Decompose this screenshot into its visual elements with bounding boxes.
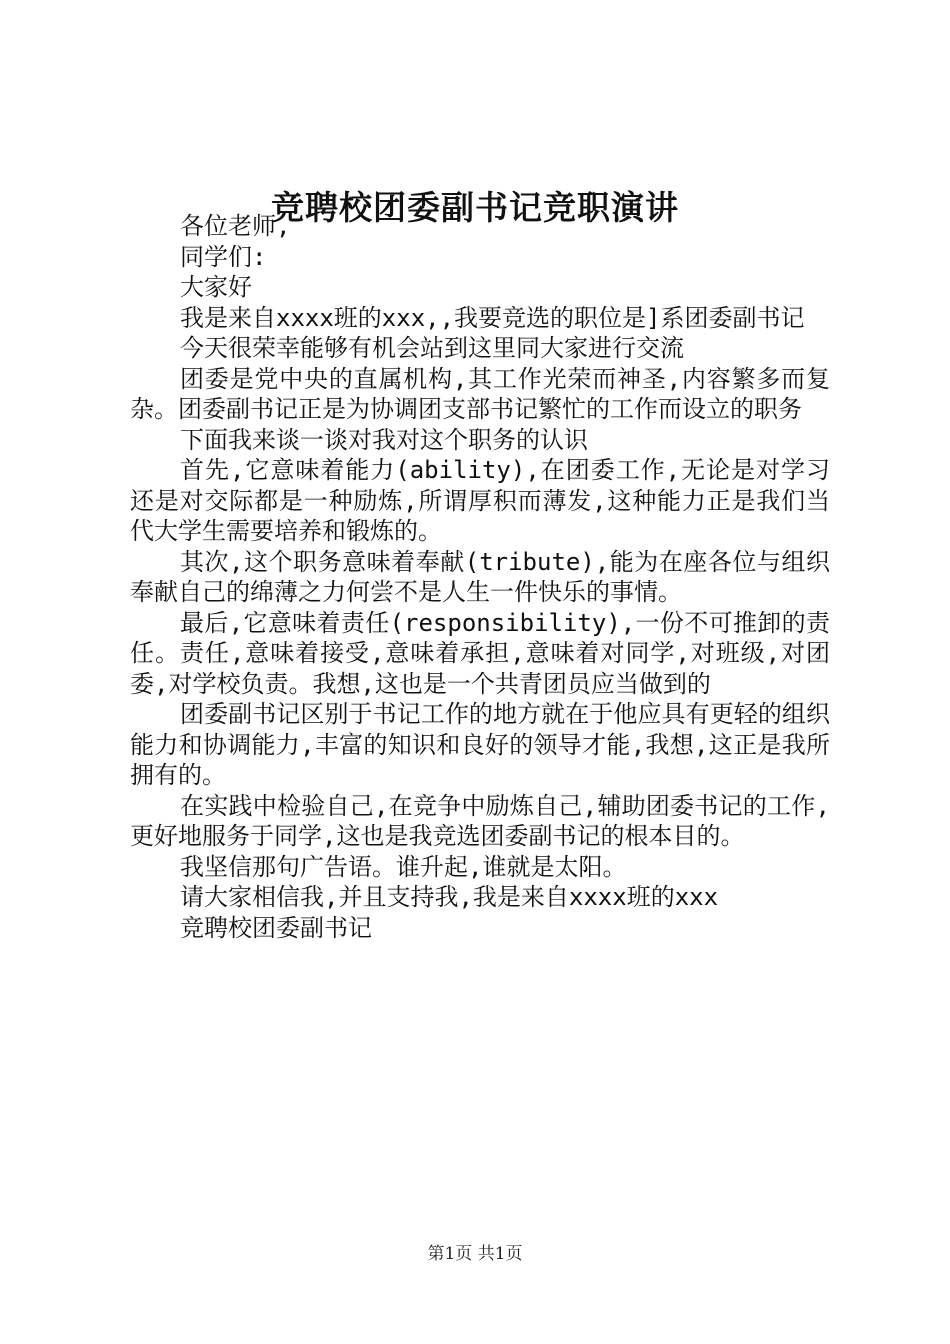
paragraph-purpose: 在实践中检验自己,在竞争中励炼自己,辅助团委书记的工作,更好地服务于同学,这也是我竞选团委副书记的根本目的。 bbox=[130, 791, 830, 850]
paragraph-ability: 首先,它意味着能力(ability),在团委工作,无论是对学习还是对交际都是一种励炼,所谓厚积而薄发,这种能力正是我们当代大学生需要培养和锻炼的。 bbox=[130, 456, 830, 545]
paragraph-greeting-students: 同学们: bbox=[180, 242, 267, 271]
paragraph-support-request: 请大家相信我,并且支持我,我是来自xxxx班的xxx bbox=[180, 883, 719, 911]
paragraph-league-description: 团委是党中央的直属机构,其工作光荣而神圣,内容繁多而复杂。团委副书记正是为协调团支部书记繁忙的工作而设立的职务 bbox=[130, 364, 830, 423]
paragraph-greeting-teachers: 各位老师, bbox=[180, 212, 291, 240]
paragraph-closing: 竞聘校团委副书记 bbox=[180, 913, 372, 942]
paragraph-tribute: 其次,这个职务意味着奉献(tribute),能为在座各位与组织奉献自己的绵薄之力何尝不是人生一件快乐的事情。 bbox=[130, 547, 830, 606]
paragraph-hello: 大家好 bbox=[180, 273, 252, 301]
document-title: 竞聘校团委副书记竞职演讲 bbox=[271, 188, 679, 227]
paragraph-introduction: 我是来自xxxx班的xxx,,我要竞选的职位是]系团委副书记 bbox=[180, 303, 805, 332]
page-footer: 第1页 共1页 bbox=[427, 1244, 523, 1264]
paragraph-understanding-intro: 下面我来谈一谈对我对这个职务的认识 bbox=[180, 425, 588, 454]
paragraph-slogan: 我坚信那句广告语。谁升起,谁就是太阳。 bbox=[180, 852, 627, 881]
paragraph-honored: 今天很荣幸能够有机会站到这里同大家进行交流 bbox=[180, 334, 684, 362]
document-body bbox=[130, 211, 830, 943]
paragraph-difference: 团委副书记区别于书记工作的地方就在于他应具有更轻的组织能力和协调能力,丰富的知识和良好的领导才能,我想,这正是我所拥有的。 bbox=[130, 700, 830, 789]
paragraph-responsibility: 最后,它意味着责任(responsibility),一份不可推卸的责任。责任,意味着接受,意味着承担,意味着对同学,对班级,对团委,对学校负责。我想,这也是一个共青团员应当做到的 bbox=[130, 608, 830, 698]
